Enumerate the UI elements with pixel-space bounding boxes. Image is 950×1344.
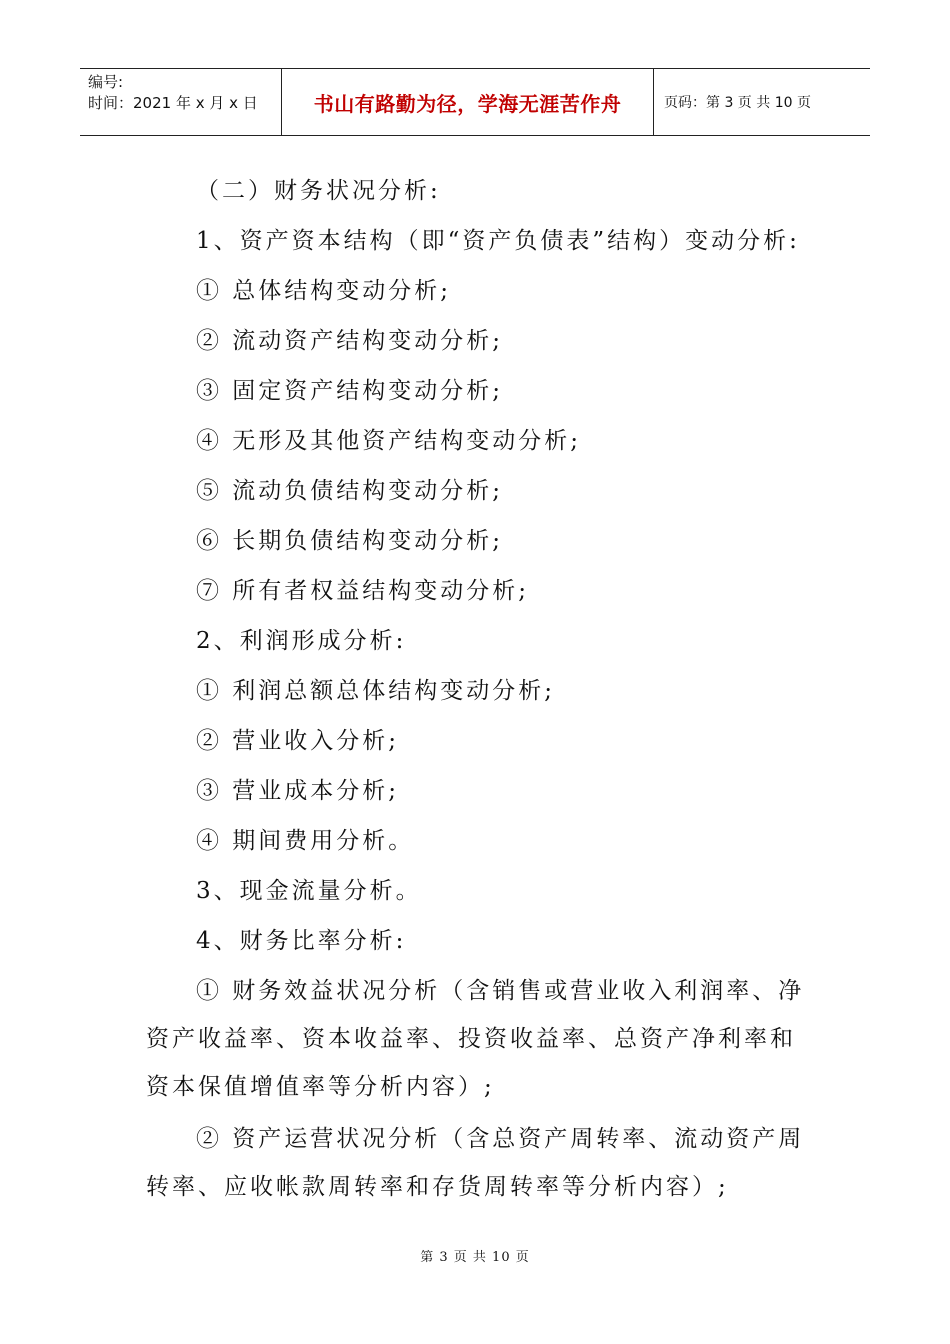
list-item: ③ 营业成本分析; bbox=[196, 778, 400, 804]
paragraph-line: ① 财务效益状况分析（含销售或营业收入利润率、净 bbox=[196, 978, 805, 1004]
section-heading: （二）财务状况分析: bbox=[196, 178, 441, 204]
header-page-info: 页码：第 3 页 共 10 页 bbox=[664, 95, 811, 111]
list-item: ② 营业收入分析; bbox=[196, 728, 400, 754]
paragraph-line: 转率、应收帐款周转率和存货周转率等分析内容）; bbox=[146, 1174, 729, 1200]
paragraph-line: 资本保值增值率等分析内容）; bbox=[146, 1074, 495, 1100]
list-item: ③ 固定资产结构变动分析; bbox=[196, 378, 504, 404]
document-number-label: 编号: bbox=[88, 73, 124, 91]
subsection-heading: 2、利润形成分析: bbox=[196, 628, 407, 654]
subsection-heading: 1、资产资本结构（即“资产负债表”结构）变动分析: bbox=[196, 228, 800, 254]
document-time-label: 时间：2021 年 x 月 x 日 bbox=[88, 94, 258, 112]
subsection-heading: 4、财务比率分析: bbox=[196, 928, 407, 954]
list-item: ⑤ 流动负债结构变动分析; bbox=[196, 478, 504, 504]
header-left-cell bbox=[80, 69, 282, 135]
list-item: ④ 无形及其他资产结构变动分析; bbox=[196, 428, 582, 454]
subsection-heading: 3、现金流量分析。 bbox=[196, 878, 422, 904]
list-item: ② 流动资产结构变动分析; bbox=[196, 328, 504, 354]
paragraph-line: ② 资产运营状况分析（含总资产周转率、流动资产周 bbox=[196, 1126, 805, 1152]
header-motto: 书山有路勤为径，学海无涯苦作舟 bbox=[282, 69, 654, 135]
list-item: ④ 期间费用分析。 bbox=[196, 828, 415, 854]
list-item: ① 利润总额总体结构变动分析; bbox=[196, 678, 556, 704]
list-item: ⑥ 长期负债结构变动分析; bbox=[196, 528, 504, 554]
paragraph-line: 资产收益率、资本收益率、投资收益率、总资产净利率和 bbox=[146, 1026, 796, 1052]
list-item: ① 总体结构变动分析; bbox=[196, 278, 452, 304]
page-header bbox=[80, 68, 870, 136]
page-footer: 第 3 页 共 10 页 bbox=[420, 1250, 530, 1265]
list-item: ⑦ 所有者权益结构变动分析; bbox=[196, 578, 530, 604]
